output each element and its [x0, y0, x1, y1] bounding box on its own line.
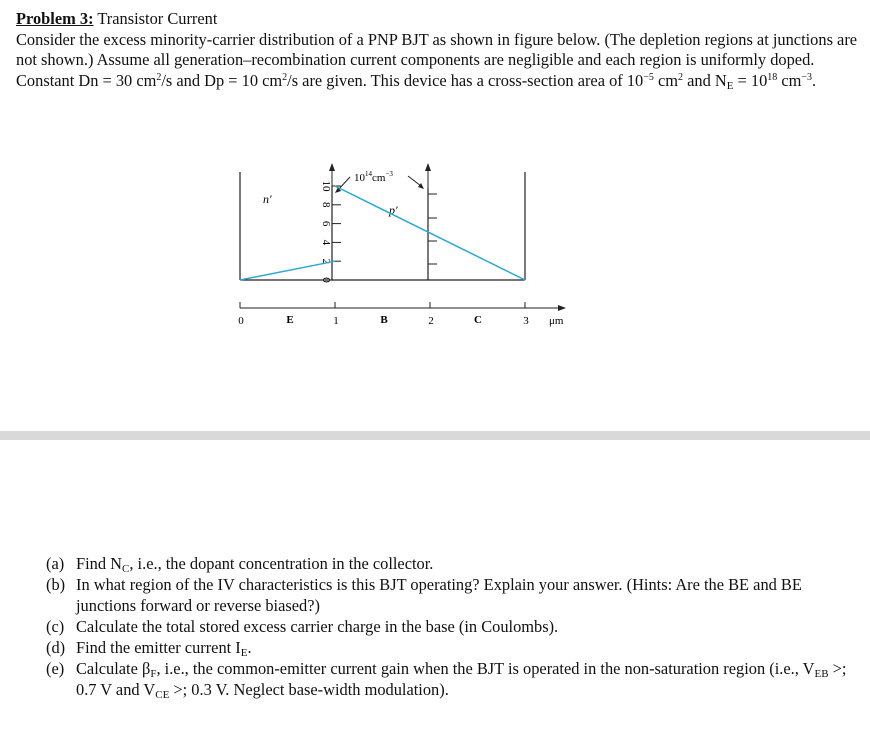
exp-neg5: −5	[643, 71, 654, 83]
exp-2c: 2	[678, 71, 683, 83]
question-label: (c)	[46, 617, 65, 636]
bc-up-arrow	[425, 163, 431, 171]
y-tick-label: 2	[320, 258, 332, 264]
intro-text-2: /s and Dp = 10 cm	[161, 70, 283, 90]
question-list	[46, 553, 861, 700]
exp-18: 18	[767, 71, 778, 83]
question-item	[46, 637, 861, 658]
section-divider	[0, 431, 870, 440]
x-tick-label: 3	[523, 315, 529, 327]
question-item	[46, 574, 861, 616]
question-subscript: EB	[814, 668, 829, 680]
region-label-collector: C	[474, 314, 482, 326]
question-text: Calculate the total stored excess carrier charge in the base (in Coulombs).	[76, 617, 559, 636]
question-label: (a)	[46, 554, 65, 573]
x-axis-arrow	[558, 305, 566, 311]
question-subscript: C	[122, 563, 130, 575]
question-text-after: , i.e., the common-emitter current gain when the BJT is operated in the non-saturation region (i.e., V	[156, 659, 815, 678]
base-carrier-label: p'	[389, 203, 398, 217]
sub-e: E	[726, 79, 734, 92]
peak-concentration-label: $10^{14}cm^{-3}$	[354, 170, 393, 184]
carrier-profile-line-2	[335, 186, 525, 280]
y-tick-label: 10	[320, 180, 332, 192]
question-text: Calculate β	[76, 659, 151, 678]
y-tick-label: 8	[320, 202, 332, 208]
intro-text-5: and N	[683, 70, 727, 90]
question-subscript: E	[240, 647, 248, 659]
intro-text-4: cm	[653, 70, 678, 90]
problem-title: Transistor Current	[97, 9, 218, 28]
intro-text-1: Consider the excess minority-carrier distribution of a PNP BJT as shown in figure below. (The depletion regions at junctions are not shown.) Assume all generation–recombination current components are negligible and each region is uniformly doped. Constant Dn = 30 cm	[16, 29, 858, 90]
y-tick-label: 4	[320, 239, 332, 246]
question-text: In what region of the IV characteristics is this BJT operating? Explain your answer. (Hints: Are the BE and BE junctions forward or reverse biased?)	[76, 575, 802, 615]
exp-2b: 2	[282, 71, 288, 83]
y-tick-label: 0	[320, 277, 332, 283]
question-text-after: .	[247, 638, 252, 657]
intro-text-7: cm	[777, 70, 802, 90]
intro-text-6: = 10	[733, 70, 768, 90]
intro-text-8: .	[812, 70, 817, 90]
exp-2a: 2	[156, 71, 162, 83]
question-text-after: >; 0.7 V and V	[76, 659, 847, 699]
question-subscript: F	[150, 668, 157, 680]
problem-number: Problem 3:	[16, 9, 94, 28]
question-label: (e)	[46, 659, 65, 678]
x-tick-label: 1	[333, 315, 339, 327]
question-text: Find the emitter current I	[76, 638, 241, 657]
exp-neg3: −3	[801, 71, 813, 83]
region-label-base: B	[380, 314, 388, 326]
question-item	[46, 658, 861, 700]
x-tick-label: 2	[428, 315, 434, 327]
label-pointer-right	[408, 176, 421, 186]
question-item	[46, 553, 861, 574]
question-text-after: >; 0.3 V. Neglect base-width modulation).	[169, 680, 449, 699]
question-text: Find N	[76, 554, 122, 573]
y-tick-label: 6	[320, 220, 332, 227]
emitter-carrier-label: n'	[263, 192, 272, 206]
question-item	[46, 616, 861, 637]
x-axis-unit: μm	[549, 315, 564, 327]
question-subscript: CE	[155, 689, 170, 701]
intro-text-3: /s are given. This device has a cross-section area of 10	[287, 70, 644, 90]
question-text-after: , i.e., the dopant concentration in the collector.	[129, 554, 434, 573]
region-label-emitter: E	[286, 314, 294, 326]
x-tick-label: 0	[238, 315, 244, 327]
question-label: (b)	[46, 575, 66, 594]
question-label: (d)	[46, 638, 66, 657]
eb-up-arrow	[329, 163, 335, 171]
